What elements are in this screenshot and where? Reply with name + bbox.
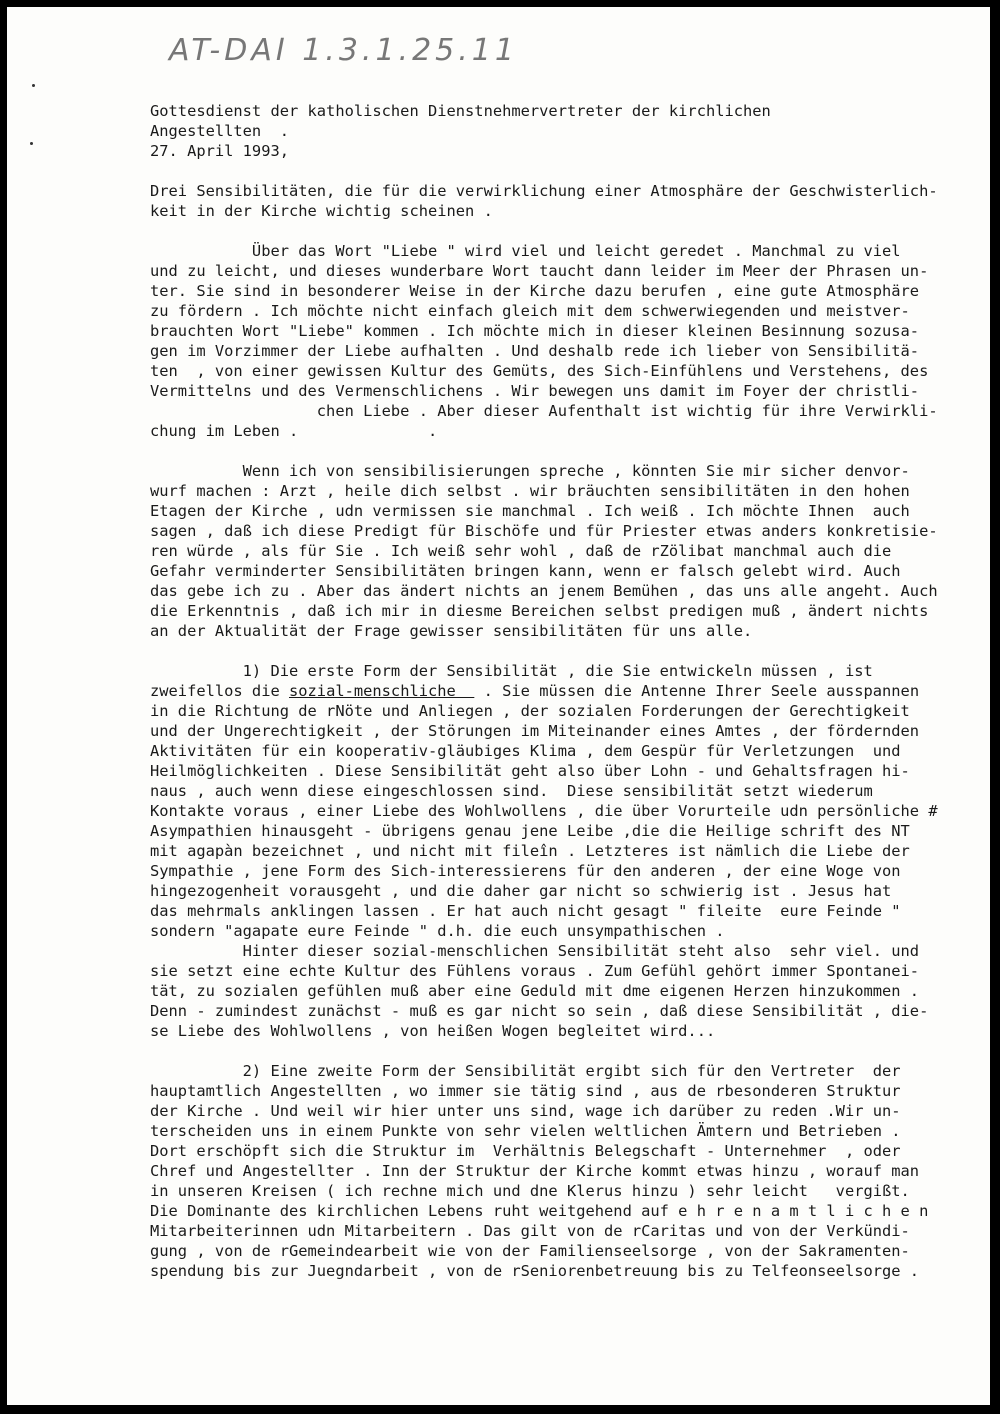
text-line: terscheiden uns in einem Punkte von sehr vielen weltlichen Ämtern und Betrieben . <box>150 1122 901 1140</box>
text-line: 1) Die erste Form der Sensibilität , die Sie entwickeln müssen , ist <box>150 662 873 680</box>
text-segment: zweifellos die <box>150 682 289 700</box>
subject-line: Drei Sensibilitäten, die für die verwirklichung einer Atmosphäre der Geschwisterlich- <box>150 182 938 200</box>
text-line: tät, zu sozialen gefühlen muß aber eine Geduld mit dme eigenen Herzen hinzukommen . <box>150 982 920 1000</box>
text-line: sondern "agapate eure Feinde " d.h. die euch unsympathischen . <box>150 922 725 940</box>
text-line: Heilmöglichkeiten . Diese Sensibilität geht also über Lohn - und Gehaltsfragen hi- <box>150 762 910 780</box>
text-line: naus , auch wenn diese eingeschlossen sind. Diese sensibilität setzt wiederum <box>150 782 873 800</box>
text-line: Über das Wort "Liebe " wird viel und leicht geredet . Manchmal zu viel <box>150 242 901 260</box>
text-line: 2) Eine zweite Form der Sensibilität ergibt sich für den Vertreter der <box>150 1062 901 1080</box>
document-page <box>7 7 990 1405</box>
header-line: Gottesdienst der katholischen Dienstnehmervertreter der kirchlichen <box>150 102 771 120</box>
text-line: chung im Leben . . <box>150 422 438 440</box>
text-line: sagen , daß ich diese Predigt für Bischöfe und für Priester etwas anders konkretisie- <box>150 522 938 540</box>
text-line: hauptamtlich Angestellten , wo immer sie tätig sind , aus de rbesonderen Struktur <box>150 1082 901 1100</box>
document-subject <box>150 181 985 221</box>
document-body <box>150 101 985 1281</box>
underlined-term: sozial-menschliche <box>289 682 475 700</box>
archive-reference-stamp: AT-DAI 1.3.1.25.11 <box>169 33 518 68</box>
text-line: Chref und Angestellter . Inn der Struktur der Kirche kommt etwas hinzu , worauf man <box>150 1162 920 1180</box>
text-line: das mehrmals anklingen lassen . Er hat auch nicht gesagt " fileite eure Feinde " <box>150 902 901 920</box>
text-line: das gebe ich zu . Aber das ändert nichts an jenem Bemühen , das uns alle angeht. Auch <box>150 582 938 600</box>
text-line: Kontakte voraus , einer Liebe des Wohlwollens , die über Vorurteile udn persönliche # <box>150 802 938 820</box>
text-line: chen Liebe . Aber dieser Aufenthalt ist wichtig für ihre Verwirkli- <box>150 402 938 420</box>
margin-mark <box>30 142 33 145</box>
text-line: Denn - zumindest zunächst - muß es gar nicht so sein , daß diese Sensibilität , die- <box>150 1002 929 1020</box>
text-line: Aktivitäten für ein kooperativ-gläubiges Klima , dem Gespür für Verletzungen und <box>150 742 901 760</box>
text-line: Mitarbeiterinnen udn Mitarbeitern . Das gilt von de rCaritas und von der Verkündi- <box>150 1222 910 1240</box>
document-header <box>150 101 985 161</box>
text-line: Wenn ich von sensibilisierungen spreche , könnten Sie mir sicher denvor- <box>150 462 910 480</box>
header-line: Angestellten . <box>150 122 289 140</box>
text-line: se Liebe des Wohlwollens , von heißen Wogen begleitet wird... <box>150 1022 716 1040</box>
text-line: hingezogenheit vorausgeht , und die daher gar nicht so schwierig ist . Jesus hat <box>150 882 892 900</box>
paragraph-4 <box>150 1061 985 1281</box>
text-line: mit agapàn bezeichnet , und nicht mit fileîn . Letzteres ist nämlich die Liebe der <box>150 842 910 860</box>
text-line: Etagen der Kirche , udn vermissen sie manchmal . Ich weiß . Ich möchte Ihnen auch <box>150 502 910 520</box>
paragraph-3 <box>150 661 985 1041</box>
text-line: die Erkenntnis , daß ich mir in diesme Bereichen selbst predigen muß , ändert nichts <box>150 602 929 620</box>
text-line <box>150 681 985 701</box>
text-line: gung , von de rGemeindearbeit wie von der Familienseelsorge , von der Sakramenten- <box>150 1242 910 1260</box>
text-line: Hinter dieser sozial-menschlichen Sensibilität steht also sehr viel. und <box>150 942 920 960</box>
text-segment: . Sie müssen die Antenne Ihrer Seele ausspannen <box>474 682 920 700</box>
text-line: brauchten Wort "Liebe" kommen . Ich möchte mich in dieser kleinen Besinnung sozusa- <box>150 322 920 340</box>
paragraph-1 <box>150 241 985 441</box>
header-line: 27. April 1993, <box>150 142 289 160</box>
text-line: gen im Vorzimmer der Liebe aufhalten . Und deshalb rede ich lieber von Sensibilitä- <box>150 342 920 360</box>
text-line: Gefahr verminderter Sensibilitäten bringen kann, wenn er falsch gelebt wird. Auch <box>150 562 901 580</box>
text-line: Die Dominante des kirchlichen Lebens ruht weitgehend auf e h r e n a m t l i c h e n <box>150 1202 929 1220</box>
text-line: an der Aktualität der Frage gewisser sensibilitäten für uns alle. <box>150 622 753 640</box>
margin-mark <box>32 84 35 87</box>
text-line: der Kirche . Und weil wir hier unter uns sind, wage ich darüber zu reden .Wir un- <box>150 1102 901 1120</box>
text-line: Sympathie , jene Form des Sich-interessierens für den anderen , der eine Woge von <box>150 862 901 880</box>
text-line: ren würde , als für Sie . Ich weiß sehr wohl , daß de rZölibat manchmal auch die <box>150 542 892 560</box>
paragraph-2 <box>150 461 985 641</box>
text-line: in die Richtung de rNöte und Anliegen , der sozialen Forderungen der Gerechtigkeit <box>150 702 910 720</box>
text-line: in unseren Kreisen ( ich rechne mich und dne Klerus hinzu ) sehr leicht vergißt. <box>150 1182 910 1200</box>
text-line: und der Ungerechtigkeit , der Störungen im Miteinander eines Amtes , der fördernden <box>150 722 920 740</box>
text-line: Asympathien hinausgeht - übrigens genau jene Leibe ,die die Heilige schrift des NT <box>150 822 910 840</box>
text-line: wurf machen : Arzt , heile dich selbst . wir bräuchten sensibilitäten in den hohen <box>150 482 910 500</box>
text-line: spendung bis zur Juegndarbeit , von de rSeniorenbetreuung bis zu Telfeonseelsorge . <box>150 1262 920 1280</box>
text-line: sie setzt eine echte Kultur des Fühlens voraus . Zum Gefühl gehört immer Spontanei- <box>150 962 920 980</box>
text-line: Dort erschöpft sich die Struktur im Verhältnis Belegschaft - Unternehmer , oder <box>150 1142 901 1160</box>
subject-line: keit in der Kirche wichtig scheinen . <box>150 202 493 220</box>
text-line: ten , von einer gewissen Kultur des Gemüts, des Sich-Einfühlens und Verstehens, des <box>150 362 929 380</box>
text-line: Vermittelns und des Vermenschlichens . Wir bewegen uns damit im Foyer der christli- <box>150 382 920 400</box>
text-line: und zu leicht, und dieses wunderbare Wort taucht dann leider im Meer der Phrasen un- <box>150 262 929 280</box>
text-line: ter. Sie sind in besonderer Weise in der Kirche dazu berufen , eine gute Atmosphäre <box>150 282 920 300</box>
text-line: zu fördern . Ich möchte nicht einfach gleich mit dem schwerwiegenden und meistver- <box>150 302 910 320</box>
